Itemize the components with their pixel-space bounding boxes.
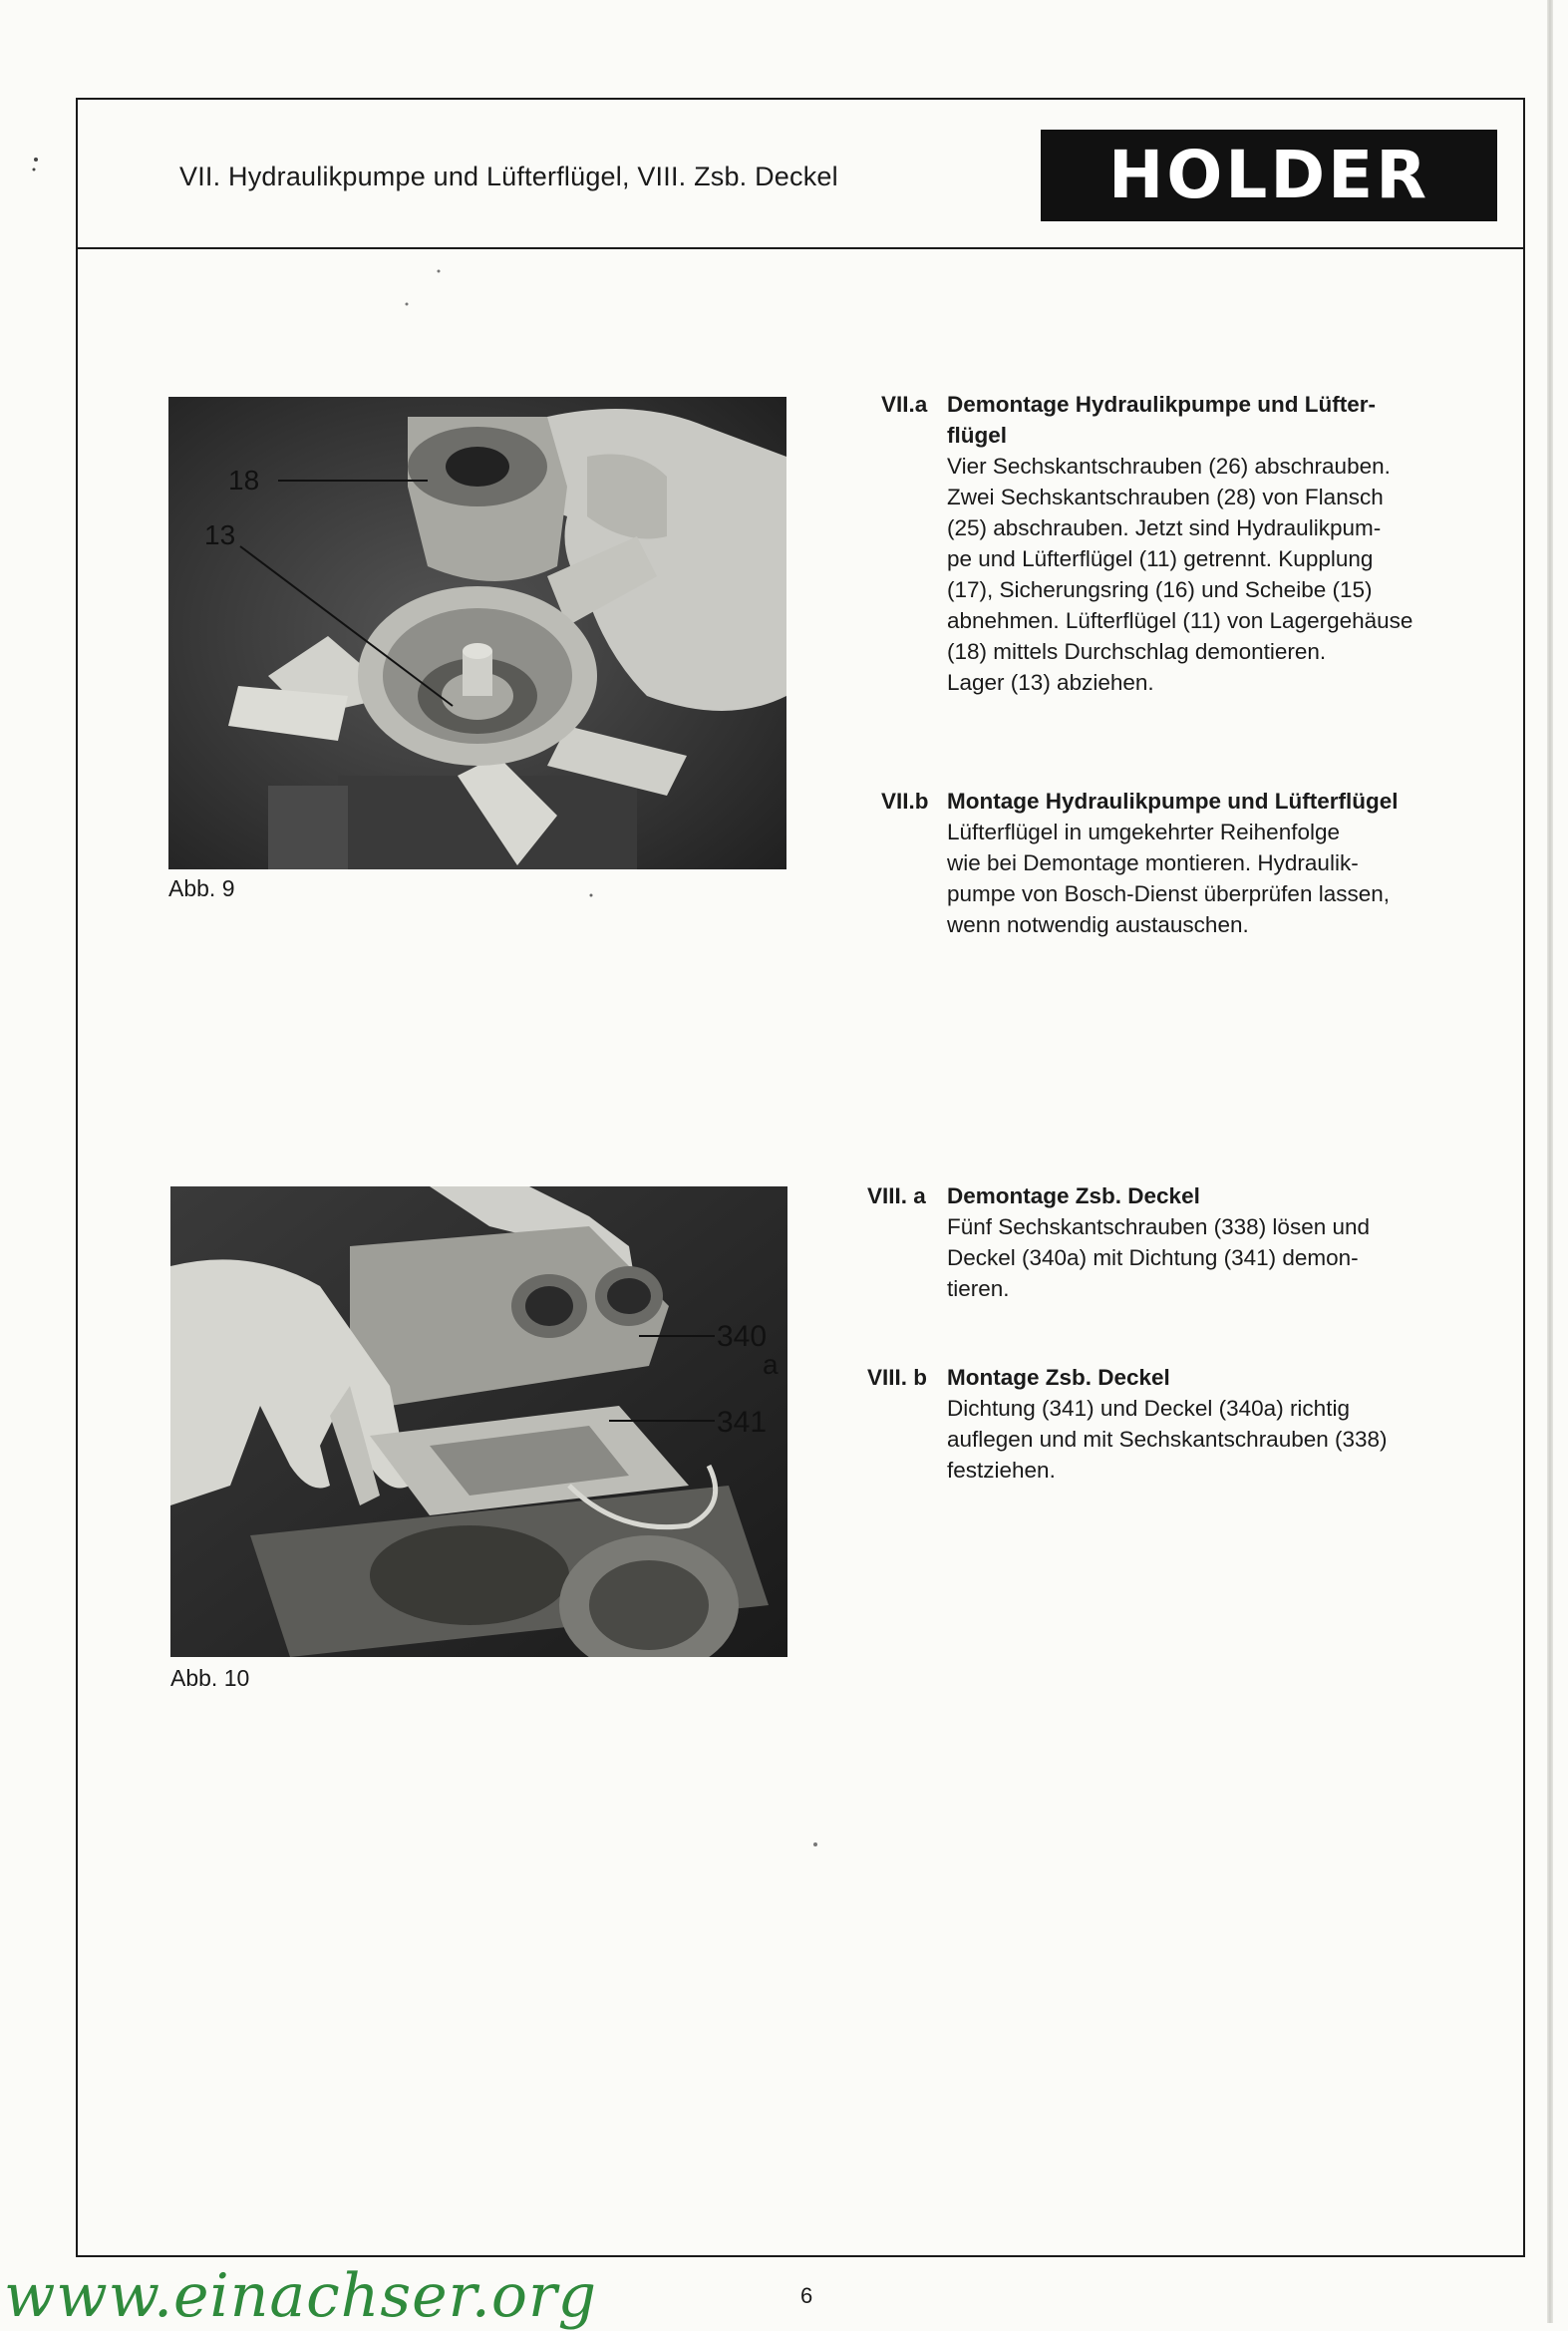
body-line: Dichtung (341) und Deckel (340a) richtig	[947, 1396, 1350, 1421]
section-number: VII.a	[881, 392, 928, 417]
body-line: tieren.	[947, 1276, 1010, 1301]
body-line: auflegen und mit Sechskantschrauben (338)	[947, 1427, 1388, 1452]
section-heading	[881, 389, 1489, 451]
body-line: Deckel (340a) mit Dichtung (341) demon-	[947, 1245, 1359, 1270]
body-line: (18) mittels Durchschlag demontieren.	[947, 639, 1327, 664]
figure-10-photo	[170, 1186, 787, 1657]
header-divider	[76, 247, 1525, 249]
body-line: festziehen.	[947, 1458, 1056, 1483]
body-line: Zwei Sechskantschrauben (28) von Flansch	[947, 485, 1384, 509]
body-line: Vier Sechskantschrauben (26) abschrauben.	[947, 454, 1391, 479]
section-number: VIII. b	[867, 1365, 928, 1390]
section-vii-a	[881, 389, 1489, 698]
body-line: pe und Lüfterflügel (11) getrennt. Kupplung	[947, 546, 1374, 571]
section-title-line: flügel	[947, 423, 1007, 448]
figure-9-caption: Abb. 9	[168, 875, 235, 901]
section-body	[881, 451, 1489, 698]
section-viii-a	[867, 1180, 1489, 1304]
figure-10-label-341: 341	[717, 1406, 768, 1439]
section-body	[881, 817, 1489, 940]
body-line: Lüfterflügel in umgekehrter Reihenfolge	[947, 820, 1340, 844]
body-line: abnehmen. Lüfterflügel (11) von Lagergehäuse	[947, 608, 1413, 633]
section-heading	[867, 1362, 1489, 1393]
section-body	[867, 1393, 1489, 1486]
holder-logo	[1041, 130, 1497, 221]
body-line: wie bei Demontage montieren. Hydraulik-	[947, 850, 1359, 875]
body-line: (25) abschrauben. Jetzt sind Hydraulikpum-	[947, 515, 1382, 540]
figure-9-label-13: 13	[204, 519, 236, 550]
body-line: Fünf Sechskantschrauben (338) lösen und	[947, 1214, 1371, 1239]
section-heading	[881, 786, 1489, 817]
section-viii-b	[867, 1362, 1489, 1486]
page-title: VII. Hydraulikpumpe und Lüfterflügel, VIII. Zsb. Deckel	[179, 162, 838, 191]
section-title	[947, 389, 1489, 451]
body-line: wenn notwendig austauschen.	[947, 912, 1249, 937]
figure-10-label-340: 340	[717, 1320, 768, 1353]
section-number: VIII. a	[867, 1183, 926, 1208]
section-title-line: Montage Zsb. Deckel	[947, 1365, 1170, 1390]
figure-9-label-18: 18	[228, 465, 260, 496]
section-title	[947, 786, 1489, 817]
figure-10-caption: Abb. 10	[170, 1665, 250, 1691]
logo-text: HOLDER	[1107, 137, 1430, 213]
section-title-line: Demontage Zsb. Deckel	[947, 1183, 1200, 1208]
section-number: VII.b	[881, 789, 929, 814]
page-number: 6	[800, 2283, 813, 2308]
section-title-line: Montage Hydraulikpumpe und Lüfterflügel	[947, 789, 1399, 814]
section-vii-b	[881, 786, 1489, 940]
section-heading	[867, 1180, 1489, 1211]
website-watermark[interactable]: www.einachser.org	[4, 2261, 598, 2331]
body-line: (17), Sicherungsring (16) und Scheibe (15)	[947, 577, 1373, 602]
section-body	[867, 1211, 1489, 1304]
figure-10-label-a: a	[763, 1349, 779, 1380]
body-line: Lager (13) abziehen.	[947, 670, 1154, 695]
figure-9-photo	[168, 397, 786, 869]
page-edge	[1547, 0, 1553, 2323]
section-title-line: Demontage Hydraulikpumpe und Lüfter-	[947, 392, 1377, 417]
section-title	[947, 1180, 1489, 1211]
section-title	[947, 1362, 1489, 1393]
body-line: pumpe von Bosch-Dienst überprüfen lassen,	[947, 881, 1391, 906]
